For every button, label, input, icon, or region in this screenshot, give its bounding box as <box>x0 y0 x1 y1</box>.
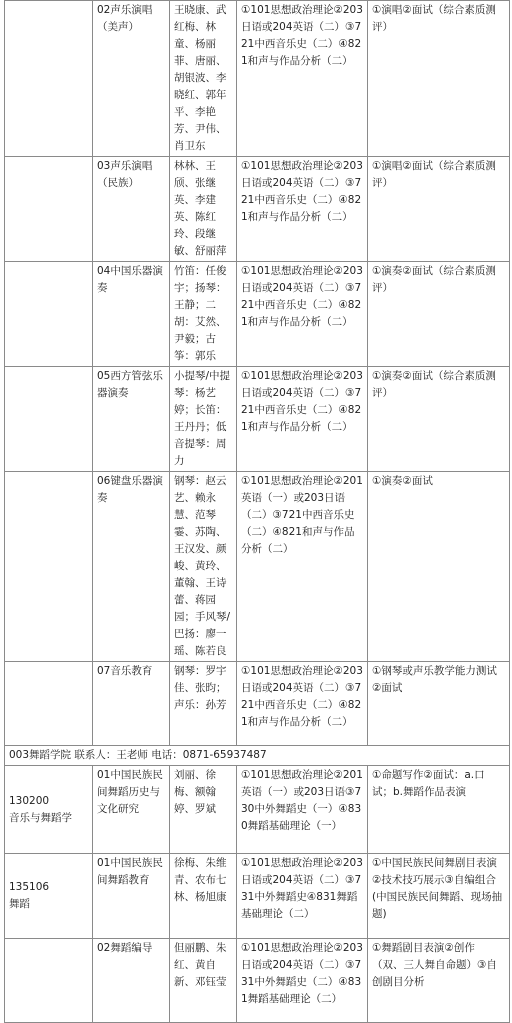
teachers-cell: 但丽鹏、朱红、黄自新、邓钰莹 <box>170 939 237 1023</box>
major-cell <box>5 854 93 939</box>
retest-cell: ①演奏②面试（综合素质测评） <box>368 262 510 367</box>
table-row <box>5 854 510 939</box>
direction-cell: 02声乐演唱（美声） <box>93 1 170 157</box>
retest-cell: ①命题写作②面试：a.口试；b.舞蹈作品表演 <box>368 766 510 854</box>
direction-cell: 01中国民族民间舞蹈教育 <box>93 854 170 939</box>
admission-catalog-table <box>4 0 510 1023</box>
major-name: 舞蹈 <box>9 898 30 910</box>
table-row <box>5 662 510 746</box>
major-cell <box>5 766 93 854</box>
major-code: 135106 <box>9 881 50 893</box>
exam-subjects-cell: ①101思想政治理论②201英语（一）或203日语③730中外舞蹈史（一）④830舞蹈基础理论（一） <box>237 766 368 854</box>
retest-cell: ①舞蹈剧目表演②创作（双、三人舞自命题）③自创剧目分析 <box>368 939 510 1023</box>
direction-cell: 03声乐演唱（民族） <box>93 157 170 262</box>
direction-cell: 07音乐教育 <box>93 662 170 746</box>
retest-cell: ①演唱②面试（综合素质测评） <box>368 1 510 157</box>
direction-cell: 05西方管弦乐器演奏 <box>93 367 170 472</box>
retest-cell: ①演奏②面试 <box>368 472 510 662</box>
teachers-cell: 小提琴/中提琴：杨艺婷；长笛：王丹丹；低音提琴：周力 <box>170 367 237 472</box>
major-cell <box>5 157 93 262</box>
table-row <box>5 472 510 662</box>
teachers-cell: 刘丽、徐梅、额翰婷、罗斌 <box>170 766 237 854</box>
table-row <box>5 939 510 1023</box>
exam-subjects-cell: ①101思想政治理论②203日语或204英语（二）③721中西音乐史（二）④821和声与作品分析（二） <box>237 1 368 157</box>
table-row <box>5 157 510 262</box>
major-cell <box>5 1 93 157</box>
college-contact: 003舞蹈学院 联系人：王老师 电话：0871-65937487 <box>5 746 510 766</box>
retest-cell: ①钢琴或声乐教学能力测试②面试 <box>368 662 510 746</box>
exam-subjects-cell: ①101思想政治理论②203日语或204英语（二）③721中西音乐史（二）④821和声与作品分析（二） <box>237 262 368 367</box>
direction-cell: 02舞蹈编导 <box>93 939 170 1023</box>
major-cell <box>5 939 93 1023</box>
retest-cell: ①中国民族民间舞剧目表演②技术技巧展示③自编组合(中国民族民间舞蹈、现场抽题) <box>368 854 510 939</box>
direction-cell: 06键盘乐器演奏 <box>93 472 170 662</box>
major-cell <box>5 367 93 472</box>
exam-subjects-cell: ①101思想政治理论②203日语或204英语（二）③721中西音乐史（二）④821和声与作品分析（二） <box>237 662 368 746</box>
major-name: 音乐与舞蹈学 <box>9 811 72 824</box>
major-cell <box>5 262 93 367</box>
exam-subjects-cell: ①101思想政治理论②201英语（一）或203日语（二）③721中西音乐史（二）④821和声与作品分析（二） <box>237 472 368 662</box>
teachers-cell: 钢琴：罗宇佳、张昀；声乐：孙芳 <box>170 662 237 746</box>
exam-subjects-cell: ①101思想政治理论②203日语或204英语（二）③721中西音乐史（二）④821和声与作品分析（二） <box>237 157 368 262</box>
table-row <box>5 262 510 367</box>
retest-cell: ①演奏②面试（综合素质测评） <box>368 367 510 472</box>
teachers-cell: 钢琴：赵云艺、赖永慧、范琴霎、苏陶、王汉发、颜峻、黄玲、董翰、王诗蕾、蒋园园；手风琴/巴扬：廖一瑶、陈若良 <box>170 472 237 662</box>
teachers-cell: 林林、王颀、张继英、李建英、陈红玲、段继敏、舒丽萍 <box>170 157 237 262</box>
college-header-row <box>5 746 510 766</box>
table-row <box>5 766 510 854</box>
teachers-cell: 王晓康、武红梅、林童、杨丽菲、唐丽、胡银波、李晓红、郭年平、李艳芳、尹伟、肖卫东 <box>170 1 237 157</box>
exam-subjects-cell: ①101思想政治理论②203日语或204英语（二）③731中外舞蹈史（二）④831舞蹈基础理论（二） <box>237 939 368 1023</box>
table-row <box>5 367 510 472</box>
major-cell <box>5 662 93 746</box>
teachers-cell: 徐梅、朱维青、农布七林、杨旭康 <box>170 854 237 939</box>
exam-subjects-cell: ①101思想政治理论②203日语或204英语（二）③731中外舞蹈史④831舞蹈基础理论（二） <box>237 854 368 939</box>
teachers-cell: 竹笛：任俊宇；扬琴：王静；二胡：艾然、尹毅；古筝：郭乐 <box>170 262 237 367</box>
major-code: 130200 <box>9 794 50 807</box>
direction-cell: 04中国乐器演奏 <box>93 262 170 367</box>
table-row <box>5 1 510 157</box>
retest-cell: ①演唱②面试（综合素质测评） <box>368 157 510 262</box>
exam-subjects-cell: ①101思想政治理论②203日语或204英语（二）③721中西音乐史（二）④821和声与作品分析（二） <box>237 367 368 472</box>
direction-cell: 01中国民族民间舞蹈历史与文化研究 <box>93 766 170 854</box>
major-cell <box>5 472 93 662</box>
